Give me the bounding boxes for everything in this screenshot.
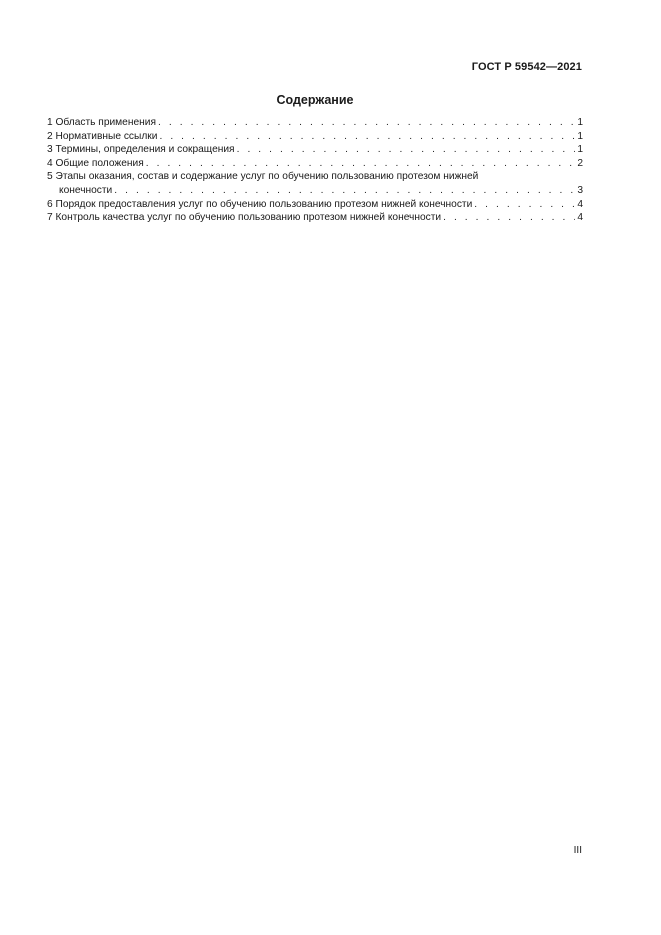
toc-title: Содержание (276, 93, 354, 107)
toc-entry-label-continuation: конечности (59, 184, 113, 196)
toc-entry-label: 5 Этапы оказания, состав и содержание услуг по обучению пользованию протезом нижней (47, 171, 479, 183)
toc-leader-dots (474, 198, 575, 212)
toc-entry-1[interactable] (47, 116, 583, 130)
toc-entry-continuation-line (47, 184, 583, 198)
toc-leader-dots (114, 184, 575, 198)
toc-leader-dots (159, 130, 575, 144)
toc-entry-page: 2 (577, 157, 583, 169)
toc-entry-label: 1 Область применения (47, 117, 156, 128)
toc-entry-label: 3 Термины, определения и сокращения (47, 144, 235, 156)
toc-entry-page: 4 (577, 212, 583, 224)
toc-entry-3[interactable] (47, 143, 583, 157)
toc-entry-label: 7 Контроль качества услуг по обучению пользованию протезом нижней конечности (47, 212, 442, 224)
toc-entry-label: 4 Общие положения (47, 157, 144, 169)
table-of-contents (47, 116, 583, 225)
toc-entry-4[interactable] (47, 157, 583, 171)
toc-leader-dots (158, 116, 575, 130)
toc-entry-7[interactable] (47, 211, 583, 225)
toc-leader-dots (146, 157, 576, 171)
toc-entry-page: 1 (577, 117, 583, 128)
toc-entry-page: 3 (577, 184, 583, 196)
toc-leader-dots (237, 143, 576, 157)
toc-entry-page: 1 (577, 144, 583, 156)
toc-leader-dots (443, 211, 575, 225)
toc-entry-page: 1 (577, 130, 583, 142)
toc-entry-label: 6 Порядок предоставления услуг по обучению пользованию протезом нижней конечности (47, 198, 473, 210)
page-number: III (573, 845, 582, 856)
toc-entry-2[interactable] (47, 130, 583, 144)
toc-entry-5[interactable] (47, 170, 583, 197)
toc-entry-6[interactable] (47, 198, 583, 212)
toc-entry-label: 2 Нормативные ссылки (47, 130, 158, 142)
toc-entry-page: 4 (577, 198, 583, 210)
standard-number: ГОСТ Р 59542—2021 (471, 61, 582, 73)
